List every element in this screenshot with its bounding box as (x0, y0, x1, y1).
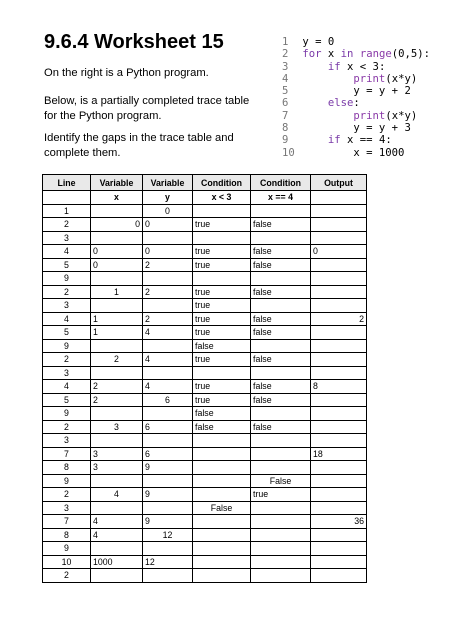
table-cell (193, 434, 251, 448)
table-cell: 9 (43, 407, 91, 421)
table-cell: 2 (43, 285, 91, 299)
table-row (43, 393, 367, 407)
table-cell: 2 (91, 393, 143, 407)
table-cell: false (251, 258, 311, 272)
table-cell: 4 (43, 380, 91, 394)
table-cell: 4 (43, 312, 91, 326)
table-cell: 4 (91, 488, 143, 502)
table-cell: 9 (143, 488, 193, 502)
table-cell (311, 339, 367, 353)
table-cell: false (251, 312, 311, 326)
table-cell (311, 434, 367, 448)
table-cell (311, 326, 367, 340)
table-cell (143, 542, 193, 556)
line-number: 8 (282, 122, 289, 135)
table-cell (193, 366, 251, 380)
table-cell (311, 569, 367, 583)
table-cell (251, 366, 311, 380)
line-number: 9 (282, 134, 289, 147)
line-number: 10 (282, 146, 295, 159)
table-cell (91, 272, 143, 286)
table-row (43, 218, 367, 232)
table-cell: 4 (143, 326, 193, 340)
table-cell (311, 353, 367, 367)
table-cell (143, 474, 193, 488)
code-text: print(x*y) (353, 72, 418, 85)
line-number: 3 (282, 60, 289, 73)
table-cell (91, 299, 143, 313)
table-cell (143, 569, 193, 583)
subheader-cell: x == 4 (251, 191, 311, 205)
instruction-paragraph: Identify the gaps in the trace table and complete them. (44, 132, 234, 159)
table-cell (251, 447, 311, 461)
table-cell: False (193, 501, 251, 515)
code-line (282, 147, 430, 159)
subheader-cell: x (91, 191, 143, 205)
table-cell (193, 555, 251, 569)
table-cell (311, 393, 367, 407)
header-cell: Variable (91, 175, 143, 191)
table-cell: 9 (143, 461, 193, 475)
table-cell: true (193, 285, 251, 299)
table-cell (311, 231, 367, 245)
table-cell (251, 528, 311, 542)
header-cell: Condition (251, 175, 311, 191)
table-cell (251, 407, 311, 421)
code-text: y = y + 2 (302, 85, 411, 98)
code-text: print(x*y) (353, 109, 418, 122)
table-cell: true (193, 393, 251, 407)
table-cell: 18 (311, 447, 367, 461)
table-cell: 0 (91, 218, 143, 232)
table-cell (251, 272, 311, 286)
table-cell (193, 474, 251, 488)
code-line (282, 61, 430, 73)
table-cell (311, 366, 367, 380)
table-cell (143, 501, 193, 515)
table-cell: false (251, 420, 311, 434)
table-cell: true (193, 326, 251, 340)
table-cell: 0 (91, 258, 143, 272)
table-cell: true (193, 380, 251, 394)
table-cell: true (193, 312, 251, 326)
table-cell: 8 (43, 528, 91, 542)
table-row (43, 326, 367, 340)
table-row (43, 447, 367, 461)
table-row (43, 555, 367, 569)
table-cell (193, 272, 251, 286)
table-cell: 3 (43, 434, 91, 448)
table-cell: False (251, 474, 311, 488)
table-cell: 36 (311, 515, 367, 529)
table-cell (91, 474, 143, 488)
table-cell: 9 (43, 339, 91, 353)
table-row (43, 461, 367, 475)
python-code-block (282, 36, 430, 159)
table-cell (311, 461, 367, 475)
table-cell: 12 (143, 528, 193, 542)
table-cell: 2 (43, 420, 91, 434)
table-cell (311, 420, 367, 434)
table-cell (193, 488, 251, 502)
table-cell (193, 528, 251, 542)
table-cell (251, 204, 311, 218)
header-cell: Condition (193, 175, 251, 191)
table-cell (311, 474, 367, 488)
table-cell: 2 (143, 312, 193, 326)
code-line (282, 110, 430, 122)
table-cell (311, 488, 367, 502)
table-cell (91, 407, 143, 421)
table-cell (143, 339, 193, 353)
table-cell: 1 (91, 326, 143, 340)
subheader-cell (43, 191, 91, 205)
table-cell: 2 (43, 569, 91, 583)
table-cell: 9 (43, 474, 91, 488)
trace-table (42, 174, 367, 583)
code-text: else: (327, 97, 360, 110)
table-row (43, 204, 367, 218)
table-cell: 2 (43, 353, 91, 367)
table-cell (311, 299, 367, 313)
table-row (43, 272, 367, 286)
table-cell: 8 (311, 380, 367, 394)
code-line (282, 134, 430, 146)
table-cell (251, 231, 311, 245)
table-cell: false (251, 353, 311, 367)
table-cell (143, 231, 193, 245)
table-row (43, 420, 367, 434)
table-cell: false (251, 285, 311, 299)
table-row (43, 434, 367, 448)
code-line (282, 97, 430, 109)
table-cell: 10 (43, 555, 91, 569)
code-text: for x in range(0,5): (302, 48, 430, 61)
table-row (43, 528, 367, 542)
table-cell: 3 (91, 420, 143, 434)
table-cell: 2 (91, 380, 143, 394)
code-text: if x < 3: (327, 60, 386, 73)
table-cell: false (193, 420, 251, 434)
table-row (43, 299, 367, 313)
table-cell (311, 542, 367, 556)
table-cell (193, 515, 251, 529)
table-cell: true (193, 245, 251, 259)
table-cell: true (251, 488, 311, 502)
table-cell (91, 569, 143, 583)
code-text: y = 0 (302, 36, 335, 48)
trace-table-description: Below, is a partially completed trace table for the Python program. (44, 95, 250, 122)
table-cell: 0 (143, 245, 193, 259)
table-row (43, 569, 367, 583)
table-cell: 0 (311, 245, 367, 259)
table-cell (193, 447, 251, 461)
subheader-cell (311, 191, 367, 205)
table-cell (143, 272, 193, 286)
line-number: 6 (282, 97, 289, 110)
trace-table-header (43, 175, 367, 191)
table-cell (91, 501, 143, 515)
table-cell (311, 555, 367, 569)
table-cell: 3 (91, 461, 143, 475)
table-cell (251, 569, 311, 583)
table-cell (193, 231, 251, 245)
table-cell (193, 204, 251, 218)
table-cell: false (251, 245, 311, 259)
table-row (43, 353, 367, 367)
table-cell (91, 231, 143, 245)
table-cell: 5 (43, 258, 91, 272)
table-cell: false (251, 326, 311, 340)
subheader-cell: x < 3 (193, 191, 251, 205)
table-cell: 4 (43, 245, 91, 259)
table-cell (91, 204, 143, 218)
table-cell (251, 339, 311, 353)
code-line (282, 85, 430, 97)
table-cell: 3 (43, 366, 91, 380)
table-cell (251, 299, 311, 313)
table-cell (311, 204, 367, 218)
table-cell: true (193, 258, 251, 272)
table-cell: 0 (91, 245, 143, 259)
table-cell: false (251, 218, 311, 232)
table-cell: 0 (143, 204, 193, 218)
table-cell: 1 (91, 285, 143, 299)
table-cell (91, 366, 143, 380)
table-cell (311, 272, 367, 286)
table-cell (91, 339, 143, 353)
line-number: 5 (282, 85, 289, 98)
table-cell: 1000 (91, 555, 143, 569)
table-cell (311, 407, 367, 421)
table-cell (311, 285, 367, 299)
table-cell (143, 299, 193, 313)
table-cell: 1 (91, 312, 143, 326)
table-cell: 3 (43, 501, 91, 515)
table-row (43, 258, 367, 272)
table-cell: 9 (43, 272, 91, 286)
page-title: 9.6.4 Worksheet 15 (44, 31, 224, 53)
table-cell (251, 542, 311, 556)
trace-table-subheader (43, 191, 367, 205)
table-row (43, 380, 367, 394)
intro-paragraph: On the right is a Python program. (44, 67, 209, 79)
table-cell: 4 (91, 515, 143, 529)
table-cell: 4 (91, 528, 143, 542)
line-number: 4 (282, 72, 289, 85)
subheader-cell: y (143, 191, 193, 205)
code-line (282, 36, 430, 48)
table-cell: 6 (143, 393, 193, 407)
table-cell: false (193, 339, 251, 353)
table-cell (143, 434, 193, 448)
line-number: 1 (282, 36, 289, 48)
table-cell (251, 501, 311, 515)
table-cell: false (251, 380, 311, 394)
table-cell (251, 434, 311, 448)
line-number: 2 (282, 48, 289, 61)
table-cell (193, 461, 251, 475)
table-cell: 6 (143, 420, 193, 434)
table-cell: false (251, 393, 311, 407)
table-cell (193, 542, 251, 556)
table-cell: 3 (91, 447, 143, 461)
table-cell: 2 (43, 488, 91, 502)
header-cell: Line (43, 175, 91, 191)
table-cell (91, 542, 143, 556)
table-row (43, 312, 367, 326)
table-cell: 12 (143, 555, 193, 569)
table-row (43, 515, 367, 529)
table-cell (251, 461, 311, 475)
table-cell (311, 501, 367, 515)
table-row (43, 501, 367, 515)
table-cell (311, 258, 367, 272)
table-cell: 7 (43, 515, 91, 529)
table-row (43, 285, 367, 299)
table-cell: 7 (43, 447, 91, 461)
table-row (43, 488, 367, 502)
table-cell: 3 (43, 231, 91, 245)
table-row (43, 474, 367, 488)
table-row (43, 542, 367, 556)
header-cell: Output (311, 175, 367, 191)
table-cell: false (193, 407, 251, 421)
table-cell: 2 (311, 312, 367, 326)
table-cell: 5 (43, 326, 91, 340)
header-cell: Variable (143, 175, 193, 191)
table-row (43, 245, 367, 259)
table-cell: 6 (143, 447, 193, 461)
table-cell: 5 (43, 393, 91, 407)
table-cell (311, 218, 367, 232)
table-cell: 2 (91, 353, 143, 367)
code-text: y = y + 3 (302, 122, 411, 135)
table-row (43, 231, 367, 245)
table-cell: true (193, 299, 251, 313)
table-cell: 9 (43, 542, 91, 556)
code-line (282, 122, 430, 134)
table-cell (91, 434, 143, 448)
table-cell: true (193, 353, 251, 367)
table-row (43, 339, 367, 353)
table-cell (311, 528, 367, 542)
table-cell: 4 (143, 380, 193, 394)
table-cell (143, 366, 193, 380)
table-cell: 2 (43, 218, 91, 232)
table-cell: 8 (43, 461, 91, 475)
table-cell (193, 569, 251, 583)
table-cell: 3 (43, 299, 91, 313)
table-row (43, 366, 367, 380)
line-number: 7 (282, 109, 289, 122)
code-line (282, 48, 430, 60)
table-cell: 4 (143, 353, 193, 367)
table-cell (143, 407, 193, 421)
table-cell (251, 515, 311, 529)
code-text: x = 1000 (302, 146, 405, 159)
code-text: if x == 4: (327, 134, 392, 147)
table-cell: 2 (143, 285, 193, 299)
table-cell: 9 (143, 515, 193, 529)
table-cell: 1 (43, 204, 91, 218)
table-cell: true (193, 218, 251, 232)
table-cell: 0 (143, 218, 193, 232)
code-line (282, 73, 430, 85)
table-cell: 2 (143, 258, 193, 272)
table-row (43, 407, 367, 421)
table-cell (251, 555, 311, 569)
